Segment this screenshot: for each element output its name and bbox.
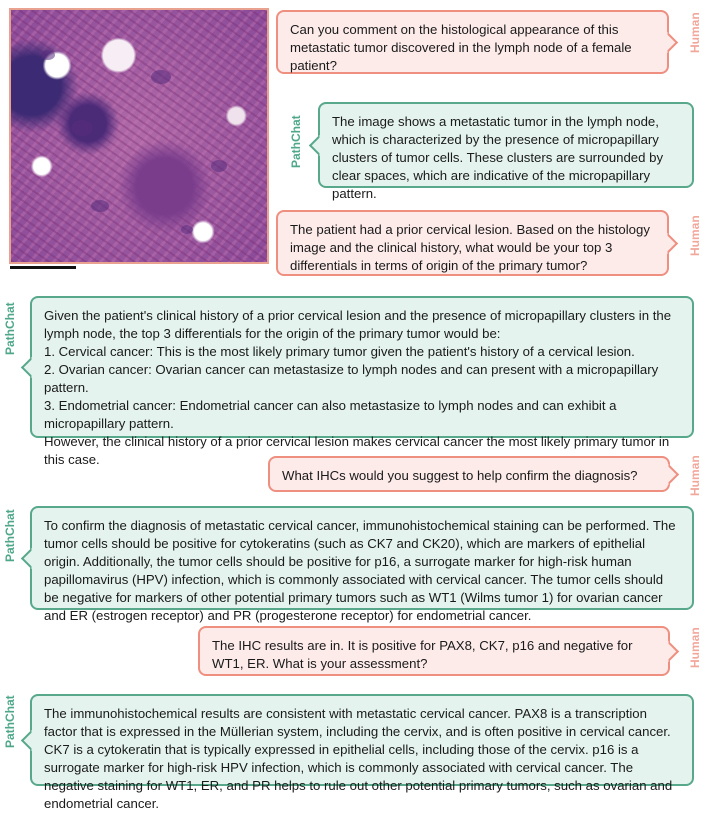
pathchat-message-3 [30, 506, 694, 623]
message-line: 3. Endometrial cancer: Endometrial cancer can also metastasize to lymph nodes and can exhibit a micropapillary pattern. [44, 398, 617, 431]
message-text: Can you comment on the histological appearance of this metastatic tumor discovered in the lymph node of a female patient? [290, 22, 632, 73]
pathchat-label-2: PathChat [3, 302, 17, 355]
human-label-4: Human [688, 627, 702, 668]
histology-image [9, 8, 269, 264]
human-label-2: Human [688, 215, 702, 256]
pathchat-message-4 [30, 694, 694, 811]
pathchat-message-1 [318, 102, 694, 201]
pathchat-label-1: PathChat [289, 115, 303, 168]
message-text: What IHCs would you suggest to help confirm the diagnosis? [282, 468, 638, 483]
message-line: 1. Cervical cancer: This is the most likely primary tumor given the patient's history of a cervical lesion. [44, 344, 635, 359]
message-text: The immunohistochemical results are consistent with metastatic cervical cancer. PAX8 is a transcription factor that is expressed in the Müllerian system, including the cervix, and is often positive in cervical cancer. CK7 is a cytokeratin that is typically expressed in epithelial cells, including those of the cervix. p16 is a surrogate marker for high-risk HPV infection, which is commonly associated with cervical cancer. The negative staining for WT1, ER, and PR helps to rule out other potential primary tumors, such as ovarian and endometrial cancer. [44, 706, 673, 811]
human-message-4 [198, 626, 670, 676]
scale-bar [10, 266, 76, 269]
message-text: The IHC results are in. It is positive for PAX8, CK7, p16 and negative for WT1, ER. What is your assessment? [212, 638, 633, 671]
message-line: 2. Ovarian cancer: Ovarian cancer can metastasize to lymph nodes and can present with a micropapillary pattern. [44, 362, 659, 395]
pathchat-label-4: PathChat [3, 695, 17, 748]
message-line: However, the clinical history of a prior cervical lesion makes cervical cancer the most likely primary tumor in this case. [44, 434, 670, 467]
message-text: The patient had a prior cervical lesion. Based on the histology image and the clinical history, what would be your top 3 differentials in terms of origin of the primary tumor? [290, 222, 650, 273]
pathchat-message-2 [30, 296, 694, 467]
human-message-2 [276, 210, 669, 276]
human-label-3: Human [688, 455, 702, 496]
human-message-3 [268, 456, 670, 492]
pathchat-label-3: PathChat [3, 509, 17, 562]
message-text: The image shows a metastatic tumor in the lymph node, which is characterized by the presence of micropapillary clusters of tumor cells. These clusters are surrounded by clear spaces, which are indicative of the micropapillary pattern. [332, 114, 664, 201]
message-text: To confirm the diagnosis of metastatic cervical cancer, immunohistochemical staining can be performed. The tumor cells should be positive for cytokeratins (such as CK7 and CK20), which are markers of epithelial origin. Additionally, the tumor cells should be positive for p16, a surrogate marker for high-risk human papillomavirus (HPV) infection, which is commonly associated with cervical cancer. The tumor cells should be negative for markers of other potential primary tumors such as WT1 (Wilms tumor 1) for ovarian cancer and ER (estrogen receptor) and PR (progesterone receptor) for endometrial cancer. [44, 518, 676, 623]
human-message-1 [276, 10, 669, 74]
human-label-1: Human [688, 12, 702, 53]
message-line: Given the patient's clinical history of a prior cervical lesion and the presence of micropapillary clusters in the lymph node, the top 3 differentials for the origin of the primary tumor would be: [44, 308, 672, 341]
